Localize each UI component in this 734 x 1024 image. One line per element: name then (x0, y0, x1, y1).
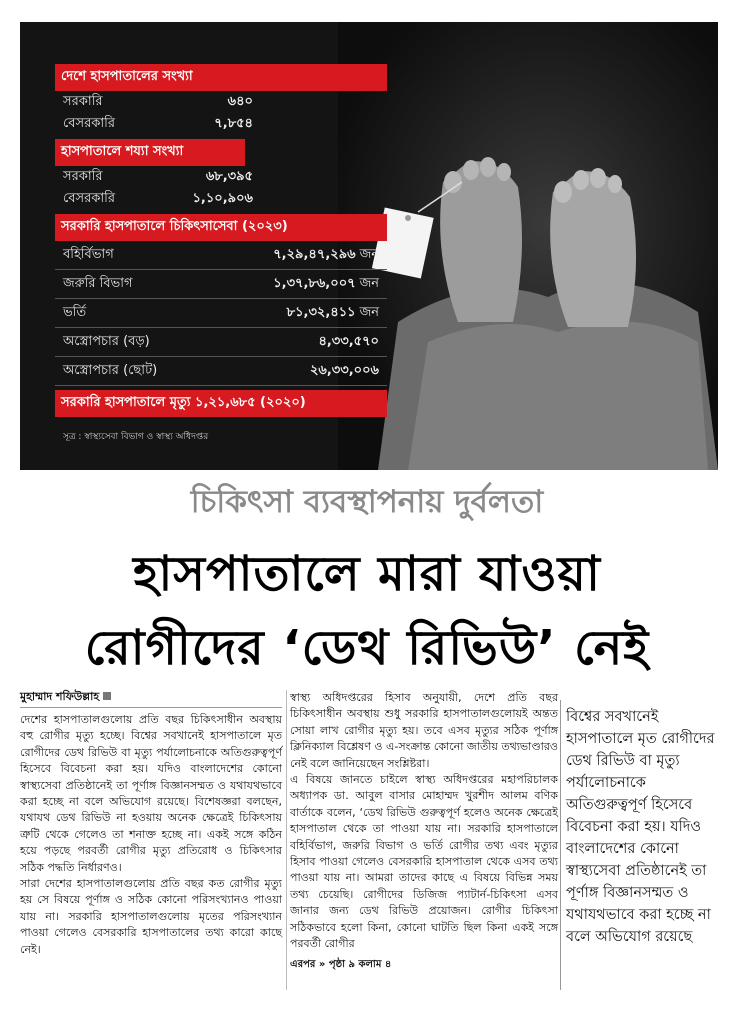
main-headline-line-2: রোগীদের ‘ডেথ রিভিউ’ নেই (84, 620, 650, 676)
stat-value: ৮১,৩২,৪১১ (286, 305, 356, 320)
stat-row (55, 188, 261, 210)
paragraph: স্বাস্থ্য অধিদপ্তরের হিসাব অনুযায়ী, দেশে প্রতি বছর চিকিৎসাধীন অবস্থায় শুধু সরকারি হাসপাতালগুলোয়ই অন্তত সোয়া লাখ রোগীর মৃত্যু হয়। তবে এসব মৃত্যুর সঠিক পূর্ণাঙ্গ ক্লিনিক্যাল বিশ্লেষণ ও এ-সংক্রান্ত কোনো জাতীয় তথ্যভাণ্ডারও নেই বলে জানিয়েছেন সংশ্লিষ্টরা। (290, 691, 558, 770)
stat-label: সরকারি (63, 94, 103, 109)
stat-label: বেসরকারি (63, 191, 115, 206)
stat-label: অস্ত্রোপচার (বড়) (63, 334, 150, 349)
paragraph: সারা দেশের হাসপাতালগুলোয় প্রতি বছর কত রোগীর মৃত্যু হয় সে বিষয়ে পূর্ণাঙ্গ ও সঠিক কোনো পরিসংখ্যানও পাওয়া যায় না। সরকারি হাসপাতালগুলোয় মৃতের পরিসংখ্যান পাওয়া গেলেও বেসরকারি হাসপাতালের তথ্য কারো কাছে নেই। (20, 877, 282, 956)
main-headline-line-1: হাসপাতালে মারা যাওয়া (133, 546, 601, 602)
feet-with-toe-tag-illustration (338, 22, 718, 470)
column-divider (286, 690, 287, 990)
stat-row (55, 299, 387, 328)
source-note: সূত্র : স্বাস্থ্যসেবা বিভাগ ও স্বাস্থ্য অধিদপ্তর (63, 432, 209, 442)
continuation-jump: এরপর » পৃষ্ঠা ৯ কলাম ৪ (290, 958, 392, 970)
stat-value: ৪,৩৩,৫৭০ (318, 334, 379, 349)
section-title-hospital-count: দেশে হাসপাতালের সংখ্যা (55, 64, 387, 91)
infographic (20, 22, 718, 470)
stat-label: বহির্বিভাগ (63, 247, 114, 262)
stat-row (55, 270, 387, 299)
stat-value: ১,৩৭,৮৬,০০৭ (273, 276, 356, 291)
kicker-headline: চিকিৎসা ব্যবস্থাপনায় দুর্বলতা (190, 484, 544, 520)
stat-row (55, 241, 387, 270)
stat-row (55, 113, 261, 135)
stat-unit: জন (359, 276, 379, 291)
section-title-bed-count: হাসপাতালে শয্যা সংখ্যা (55, 139, 245, 166)
stat-label: সরকারি (63, 169, 103, 184)
stat-value: ২৬,৩৩,০০৬ (309, 363, 379, 378)
stat-value: ৭,২৯,৪৭,২৯৬ (273, 247, 356, 262)
stat-value: ৬৪০ (227, 94, 253, 109)
section-title-deaths: সরকারি হাসপাতালে মৃত্যু ১,২১,৬৮৫ (২০২০) (55, 390, 387, 417)
author-name: মুহাম্মাদ শফিউল্লাহ (20, 690, 100, 703)
byline-square-icon (103, 692, 111, 700)
pullquote: বিশ্বের সবখানেই হাসপাতালে মৃত রোগীদের ডেথ রিভিউ বা মৃত্যু পর্যালোচনাকে অতিগুরুত্বপূর্ণ হিসেবে বিবেচনা করা হয়। যদিও বাংলাদেশের কোনো স্বাস্থ্যসেবা প্রতিষ্ঠানেই তা পূর্ণাঙ্গ বিজ্ঞানসম্মত ও যথাযথভাবে করা হচ্ছে না বলে অভিযোগ রয়েছে (566, 709, 715, 945)
stat-row (55, 166, 261, 188)
article-column-2 (290, 690, 558, 973)
stat-row (55, 91, 261, 113)
stat-value: ১,১০,৯০৬ (192, 191, 253, 206)
stat-label: জরুরি বিভাগ (63, 276, 133, 291)
stat-row (55, 328, 387, 357)
morgue-photo (338, 22, 718, 470)
stat-label: অস্ত্রোপচার (ছোট) (63, 363, 158, 378)
statistics-panel (55, 60, 387, 444)
article-column-1 (20, 707, 282, 958)
stat-unit: জন (359, 247, 379, 262)
stat-row (55, 357, 387, 386)
stat-value: ৭,৮৫৪ (214, 116, 253, 131)
byline (20, 688, 111, 707)
section-title-treatment-2023: সরকারি হাসপাতালে চিকিৎসাসেবা (২০২৩) (55, 214, 387, 241)
stat-label: ভর্তি (63, 305, 87, 320)
pullquote-rule (560, 700, 561, 990)
paragraph: এ বিষয়ে জানতে চাইলে স্বাস্থ্য অধিদপ্তরের মহাপরিচালক অধ্যাপক ডা. আবুল বাসার মোহাম্মদ খুরশীদ আলম বণিক বার্তাকে বলেন, ‘ডেথ রিভিউ গুরুত্বপূর্ণ হলেও অনেক ক্ষেত্রেই হাসপাতাল থেকে তা পাওয়া যায় না। সরকারি হাসপাতালে বহির্বিভাগ, জরুরি বিভাগ ও ভর্তি রোগীর তথ্য এবং মৃত্যুর হিসাব পাওয়া গেলেও বেসরকারি হাসপাতাল থেকে এসব তথ্য পাওয়া যায় না। আমরা তাদের কাছে এ বিষয়ে বিভিন্ন সময় তথ্য চেয়েছি। রোগীদের ডিজিজ প্যাটার্ন-চিকিৎসা এসব জানার জন্য ডেথ রিভিউ প্রয়োজন। রোগীর চিকিৎসা সঠিকভাবে হলো কিনা, কোনো ঘাটতি ছিল কিনা একই সঙ্গে পরবর্তী রোগীর (290, 773, 558, 951)
paragraph: দেশের হাসপাতালগুলোয় প্রতি বছর চিকিৎসাধীন অবস্থায় বহু রোগীর মৃত্যু হচ্ছে। বিশ্বের সবখানেই হাসপাতালে মৃত রোগীদের ডেথ রিভিউ বা মৃত্যু পর্যালোচনাকে অতিগুরুত্বপূর্ণ হিসেবে বিবেচনা করা হয়। যদিও বাংলাদেশের কোনো স্বাস্থ্যসেবা প্রতিষ্ঠানেই তা পূর্ণাঙ্গ বিজ্ঞানসম্মত ও যথাযথভাবে করা হচ্ছে না বলে অভিযোগ রয়েছে। বিশেষজ্ঞরা বলছেন, যথাযথ ডেথ রিভিউ না হওয়ায় অনেক ক্ষেত্রেই চিকিৎসায় ত্রুটি থেকে গেলেও তা শনাক্ত হচ্ছে না। একই সঙ্গে কঠিন হয়ে পড়ছে পরবর্তী রোগীর মৃত্যু প্রতিরোধ ও চিকিৎসার সঠিক পদ্ধতি নির্ধারণও। (20, 713, 282, 874)
stat-label: বেসরকারি (63, 116, 115, 131)
stat-unit: জন (359, 305, 379, 320)
stat-value: ৬৮,৩৯৫ (205, 169, 253, 184)
